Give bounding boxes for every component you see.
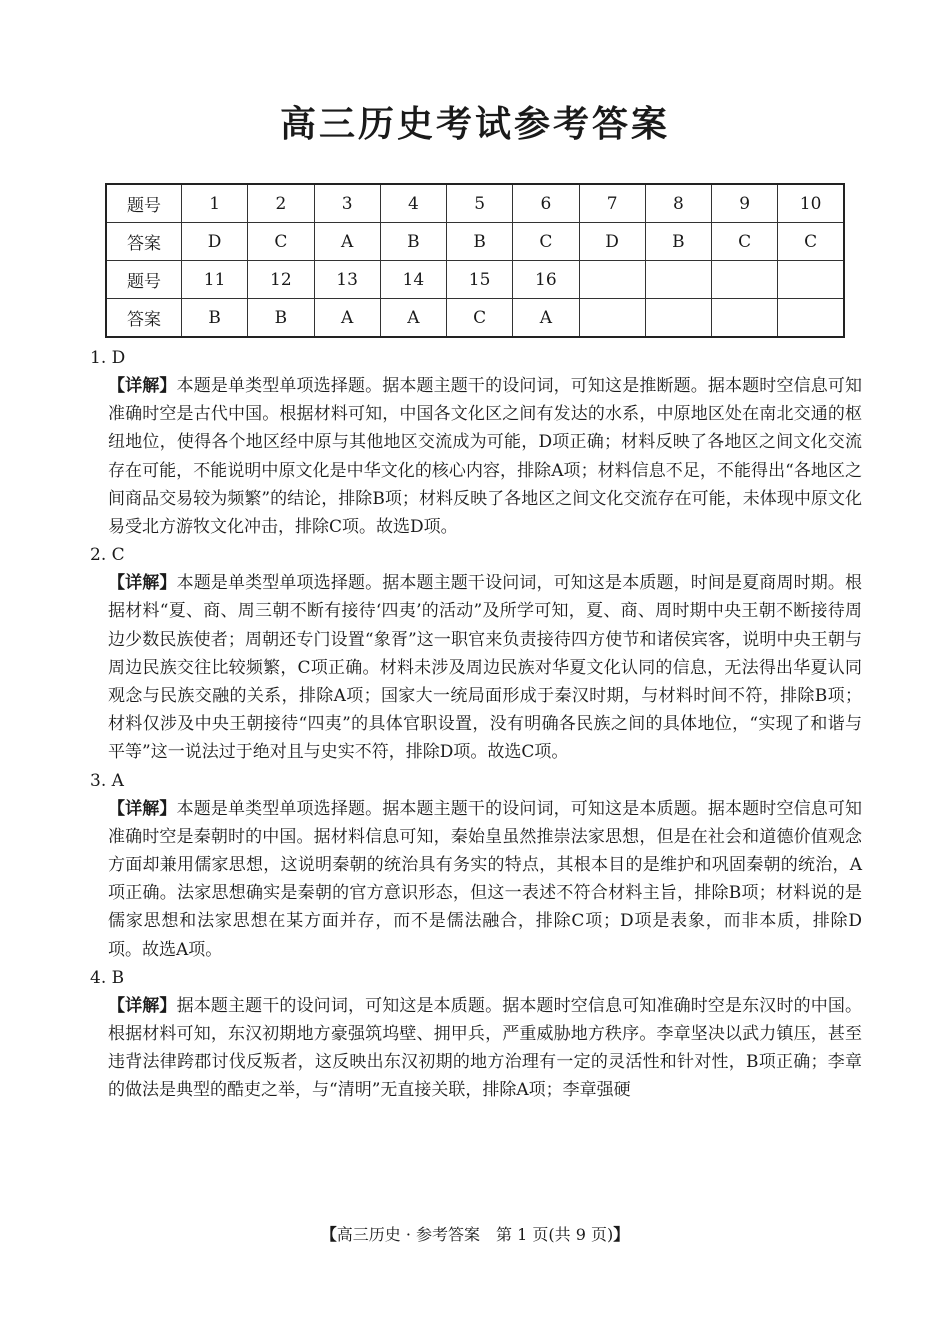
answer-cell: B [182, 299, 248, 338]
answer-cell: A [314, 223, 380, 261]
answer-cell [778, 299, 844, 338]
detail-tag: 【详解】 [108, 376, 177, 396]
answer-cell [579, 261, 645, 299]
question-explanation [108, 992, 862, 1105]
answer-cell [645, 261, 711, 299]
answer-cell [645, 299, 711, 338]
answer-cell: B [380, 223, 446, 261]
row-label: 答案 [106, 223, 182, 261]
question-number: 4. B [90, 967, 125, 988]
answer-cell: 2 [248, 184, 314, 223]
row-label: 答案 [106, 299, 182, 338]
answer-table-row [106, 184, 844, 223]
question-number: 1. D [90, 348, 126, 368]
answer-cell: 5 [447, 184, 513, 223]
answer-cell [712, 261, 778, 299]
answer-table [105, 183, 845, 338]
answer-cell [712, 299, 778, 338]
answer-cell [579, 299, 645, 338]
row-label: 题号 [106, 261, 182, 299]
answer-cell: A [380, 299, 446, 338]
answer-cell: B [248, 299, 314, 338]
answer-cell: 15 [447, 261, 513, 299]
explanation-text: 本题是单类型单项选择题。据本题主题干的设问词，可知这是本质题。据本题时空信息可知准确时空是秦朝时的中国。据材料信息可知，秦始皇虽然推崇法家思想，但是在社会和道德价值观念方面却兼用儒家思想，这说明秦朝的统治具有务实的特点，其根本目的是维护和巩固秦朝的统治，A项正确。法家思想确实是秦朝的官方意识形态，但这一表述不符合材料主旨，排除B项；材料说的是儒家思想和法家思想在某方面并存，而不是儒法融合，排除C项；D项是表象，而非本质，排除D项。故选A项。 [108, 798, 863, 960]
footer-page-number: 第 1 页(共 9 页) [496, 1225, 614, 1244]
question-number: 2. C [90, 545, 125, 566]
question-explanation [108, 795, 862, 964]
question-list [90, 344, 862, 1105]
answer-cell: C [248, 223, 314, 261]
page-footer: 【高三历史 · 参考答案 第 1 页(共 9 页)】 [320, 1225, 630, 1244]
answer-cell: 7 [579, 184, 645, 223]
answer-cell: 11 [182, 261, 248, 299]
question-number: 3. A [90, 770, 124, 791]
answer-cell: 1 [182, 184, 248, 223]
question-explanation [108, 372, 862, 541]
answer-cell: B [645, 223, 711, 261]
detail-tag: 【详解】 [108, 995, 177, 1016]
answer-cell: B [447, 223, 513, 261]
answer-cell: 9 [712, 184, 778, 223]
row-label: 题号 [106, 184, 182, 223]
answer-cell: 8 [645, 184, 711, 223]
answer-cell: 10 [778, 184, 844, 223]
answer-cell: A [513, 299, 579, 338]
question-item [90, 767, 862, 964]
answer-cell: 4 [380, 184, 446, 223]
question-item [90, 344, 862, 541]
question-explanation [108, 569, 862, 766]
answer-cell: C [513, 223, 579, 261]
answer-cell [778, 261, 844, 299]
detail-tag: 【详解】 [108, 573, 177, 594]
answer-table-row [106, 299, 844, 338]
answer-cell: 12 [248, 261, 314, 299]
answer-cell: C [712, 223, 778, 261]
question-item [90, 541, 862, 766]
explanation-text: 本题是单类型单项选择题。据本题主题干设问词，可知这是本质题，时间是夏商周时期。根据材料“夏、商、周三朝不断有接待‘四夷’的活动”及所学可知，夏、商、周时期中央王朝不断接待周边少数民族使者；周朝还专门设置“象胥”这一职官来负责接待四方使节和诸侯宾客，说明中央王朝与周边民族交往比较频繁，C项正确。材料未涉及周边民族对华夏文化认同的信息，无法得出华夏认同观念与民族交融的关系，排除A项；国家大一统局面形成于秦汉时期，与材料时间不符，排除B项；材料仅涉及中央王朝接待“四夷”的具体官职设置，没有明确各民族之间的具体地位，“实现了和谐与平等”这一说法过于绝对且与史实不符，排除D项。故选C项。 [108, 573, 863, 763]
answer-cell: C [778, 223, 844, 261]
detail-tag: 【详解】 [108, 798, 177, 819]
answer-cell: A [314, 299, 380, 338]
answer-cell: 13 [314, 261, 380, 299]
answer-cell: 14 [380, 261, 446, 299]
answer-cell: 16 [513, 261, 579, 299]
explanation-text: 本题是单类型单项选择题。据本题主题干的设问词，可知这是推断题。据本题时空信息可知准确时空是古代中国。根据材料可知，中国各文化区之间有发达的水系，中原地区处在南北交通的枢纽地位，使得各个地区经中原与其他地区交流成为可能，D项正确；材料反映了各地区之间文化交流存在可能，不能说明中原文化是中华文化的核心内容，排除A项；材料信息不足，不能得出“各地区之间商品交易较为频繁”的结论，排除B项；材料反映了各地区之间文化交流存在可能，未体现中原文化易受北方游牧文化冲击，排除C项。故选D项。 [108, 376, 863, 538]
footer-subject: 高三历史 · 参考答案 [336, 1225, 481, 1244]
question-item [90, 964, 862, 1105]
answer-cell: D [182, 223, 248, 261]
answer-cell: D [579, 223, 645, 261]
page-title: 高三历史考试参考答案 [279, 104, 670, 145]
answer-table-row [106, 261, 844, 299]
answer-cell: 3 [314, 184, 380, 223]
answer-table-row [106, 223, 844, 261]
explanation-text: 据本题主题干的设问词，可知这是本质题。据本题时空信息可知准确时空是东汉时的中国。根据材料可知，东汉初期地方豪强筑坞壁、拥甲兵，严重威胁地方秩序。李章坚决以武力镇压，甚至违背法律跨郡讨伐反叛者，这反映出东汉初期的地方治理有一定的灵活性和针对性，B项正确；李章的做法是典型的酷吏之举，与“清明”无直接关联，排除A项；李章强硬 [108, 995, 863, 1101]
answer-cell: 6 [513, 184, 579, 223]
answer-cell: C [447, 299, 513, 338]
